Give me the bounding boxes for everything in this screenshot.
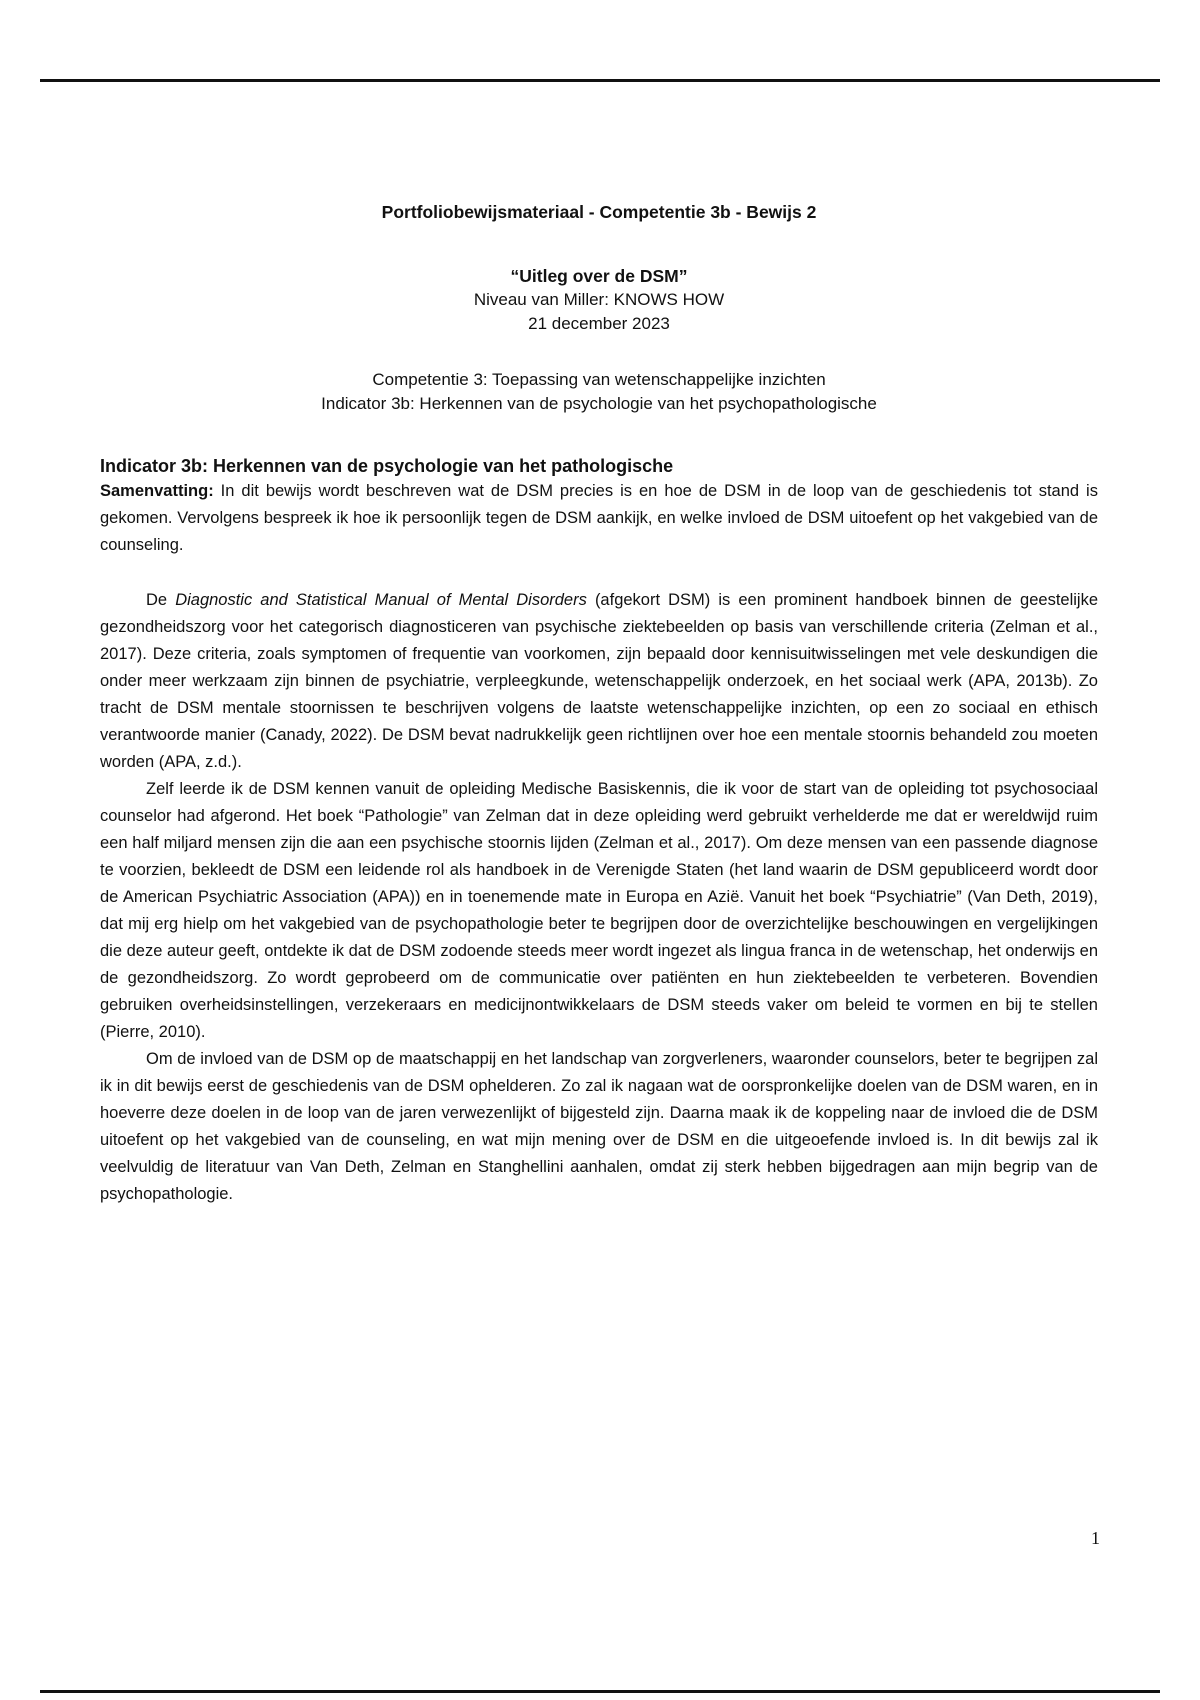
body-text <box>100 587 1098 1208</box>
document-date: 21 december 2023 <box>528 314 670 333</box>
title-block <box>100 200 1098 416</box>
summary-label: Samenvatting: <box>100 482 214 500</box>
summary <box>100 478 1098 559</box>
manual-title: Diagnostic and Statistical Manual of Mental Disorders <box>175 591 587 609</box>
document-subtitle: “Uitleg over de DSM” <box>510 266 688 286</box>
document-page <box>100 200 1098 1208</box>
miller-level: Niveau van Miller: KNOWS HOW <box>473 290 725 309</box>
header-rule <box>40 79 1160 82</box>
summary-text: In dit bewijs wordt beschreven wat de DSM precies is en hoe de DSM in de loop van de geschiedenis tot stand is gekomen. Vervolgens bespreek ik hoe ik persoonlijk tegen de DSM aankijk, en welke invloed de DSM uitoefent op het vakgebied van de counseling. <box>100 482 1098 554</box>
page-number: 1 <box>1091 1528 1100 1548</box>
paragraph-2: Zelf leerde ik de DSM kennen vanuit de opleiding Medische Basiskennis, die ik voor de start van de opleiding tot psychosociaal counselor had afgerond. Het boek “Pathologie” van Zelman dat in deze opleiding werd gebruikt verhelderde me dat er wereldwijd ruim een half miljard mensen zijn die aan een psychische stoornis lijden (Zelman et al., 2017). Om deze mensen van een passende diagnose te voorzien, bekleedt de DSM een leidende rol als handboek in de Verenigde Staten (het land waarin de DSM gepubliceerd wordt door de American Psychiatric Association (APA)) en in toenemende mate in Europa en Azië. Vanuit het boek “Psychiatrie” (Van Deth, 2019), dat mij erg hielp om het vakgebied van de psychopathologie beter te begrijpen door de overzichtelijke beschouwingen en vergelijkingen die deze auteur geeft, ontdekte ik dat de DSM zodoende steeds meer wordt ingezet als lingua franca in de wetenschap, het onderwijs en de gezondheidszorg. Zo wordt geprobeerd om de communicatie over patiënten en hun ziektebeelden te verbeteren. Bovendien gebruiken overheidsinstellingen, verzekeraars en medicijnontwikkelaars de DSM steeds vaker om beleid te vormen en bij te stellen (Pierre, 2010). <box>100 780 1098 1041</box>
competence-block <box>100 368 1098 416</box>
paragraph-1-start: De <box>146 591 168 609</box>
indicator-line: Indicator 3b: Herkennen van de psychologie van het psychopathologische <box>321 394 877 413</box>
section-heading: Indicator 3b: Herkennen van de psychologie van het pathologische <box>100 456 674 476</box>
document-title: Portfoliobewijsmateriaal - Competentie 3b - Bewijs 2 <box>381 202 817 222</box>
paragraph-1 <box>100 587 1098 776</box>
paragraph-3: Om de invloed van de DSM op de maatschappij en het landschap van zorgverleners, waaronder counselors, beter te begrijpen zal ik in dit bewijs eerst de geschiedenis van de DSM ophelderen. Zo zal ik nagaan wat de oorspronkelijke doelen van de DSM waren, en in hoeverre deze doelen in de loop van de jaren verwezenlijkt of bijgesteld zijn. Daarna maak ik de koppeling naar de invloed die de DSM uitoefent op het vakgebied van de counseling, en wat mijn mening over de DSM en die uitgeoefende invloed is. In dit bewijs zal ik veelvuldig de literatuur van Van Deth, Zelman en Stanghellini aanhalen, omdat zij sterk hebben bijgedragen aan mijn begrip van de psychopathologie. <box>100 1050 1098 1203</box>
competence-line: Competentie 3: Toepassing van wetenschappelijke inzichten <box>372 370 826 389</box>
footer-rule <box>40 1690 1160 1693</box>
paragraph-1-rest: (afgekort DSM) is een prominent handboek binnen de geestelijke gezondheidszorg voor het categorisch diagnosticeren van psychische ziektebeelden op basis van verschillende criteria (Zelman et al., 2017). Deze criteria, zoals symptomen of frequentie van voorkomen, zijn bepaald door kennisuitwisselingen met vele deskundigen die onder meer werkzaam zijn binnen de psychiatrie, verpleegkunde, wetenschappelijk onderzoek, en het sociaal werk (APA, 2013b). Zo tracht de DSM mentale stoornissen te beschrijven volgens de laatste wetenschappelijke inzichten, op een zo sociaal en ethisch verantwoorde manier (Canady, 2022). De DSM bevat nadrukkelijk geen richtlijnen over hoe een mentale stoornis behandeld zou moeten worden (APA, z.d.). <box>100 591 1099 771</box>
